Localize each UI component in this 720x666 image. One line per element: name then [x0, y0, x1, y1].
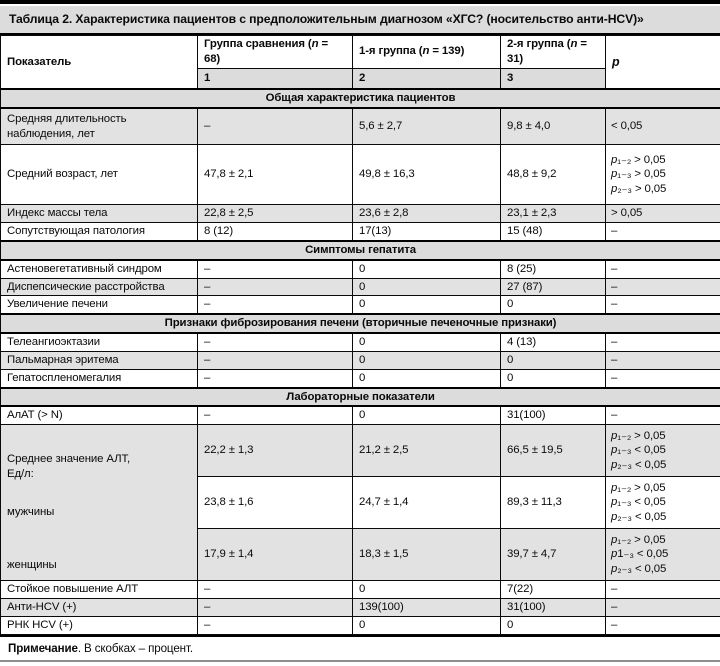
bottom-rule	[0, 660, 720, 662]
cell-comparison-group: –	[198, 599, 353, 617]
table-row	[1, 406, 720, 424]
row-label: АлАТ (> N)	[1, 406, 198, 424]
cell-group-1: 0	[353, 369, 501, 387]
table-row	[1, 599, 720, 617]
cell-group-2: 66,5 ± 19,5	[501, 425, 606, 477]
table-row	[1, 616, 720, 634]
cell-comparison-group: –	[198, 333, 353, 351]
row-label: Индекс массы тела	[1, 205, 198, 223]
cell-comparison-group: 22,2 ± 1,3	[198, 425, 353, 477]
cell-group-1: 23,6 ± 2,8	[353, 205, 501, 223]
table-row	[1, 333, 720, 351]
footnote-bold: Примечание	[8, 641, 78, 655]
table-row-alt-mean	[1, 425, 720, 477]
n-variable: n	[570, 37, 578, 50]
cell-comparison-group: –	[198, 278, 353, 296]
cell-comparison-group: 47,8 ± 2,1	[198, 145, 353, 205]
table-row	[1, 145, 720, 205]
p-value-line: p₁₋₃ > 0,05	[611, 168, 666, 181]
cell-comparison-group: –	[198, 406, 353, 424]
cell-group-1: 0	[353, 351, 501, 369]
cell-comparison-group: –	[198, 369, 353, 387]
cell-p	[606, 425, 720, 477]
p-value-line: p₁₋₂ > 0,05	[611, 533, 666, 546]
section-row	[1, 89, 720, 108]
cell-p: –	[606, 260, 720, 278]
section-title: Лабораторные показатели	[1, 388, 720, 407]
cell-group-1: 24,7 ± 1,4	[353, 477, 501, 529]
cell-p: –	[606, 223, 720, 241]
cell-group-1: 18,3 ± 1,5	[353, 529, 501, 581]
alt-female-label: женщины	[7, 558, 57, 571]
cell-p: –	[606, 296, 720, 314]
row-label: Анти-HCV (+)	[1, 599, 198, 617]
table-row	[1, 369, 720, 387]
p-value-line: p₂₋₃ < 0,05	[611, 459, 667, 472]
cell-group-2: 9,8 ± 4,0	[501, 108, 606, 145]
col-header-group-1	[353, 35, 501, 68]
n-variable: n	[311, 37, 319, 50]
cell-comparison-group: –	[198, 581, 353, 599]
cell-group-2: 0	[501, 369, 606, 387]
cell-p: < 0,05	[606, 108, 720, 145]
col-header-group-2	[501, 35, 606, 68]
col-header-text: = 68)	[204, 37, 329, 65]
table-row	[1, 278, 720, 296]
row-label: Средний возраст, лет	[1, 145, 198, 205]
p-value-line: p₁₋₂ > 0,05	[611, 429, 666, 442]
cell-comparison-group: –	[198, 260, 353, 278]
p-value-line: p₁₋₃ < 0,05	[611, 444, 666, 457]
cell-comparison-group: –	[198, 351, 353, 369]
table-row	[1, 223, 720, 241]
cell-p	[606, 529, 720, 581]
p-value-line: p₂₋₃ < 0,05	[611, 511, 667, 524]
section-row	[1, 388, 720, 407]
cell-group-2: 8 (25)	[501, 260, 606, 278]
cell-group-2: 89,3 ± 11,3	[501, 477, 606, 529]
cell-comparison-group: –	[198, 108, 353, 145]
cell-p	[606, 145, 720, 205]
row-label: Телеангиоэктазии	[1, 333, 198, 351]
cell-p: –	[606, 616, 720, 634]
cell-group-1: 0	[353, 278, 501, 296]
cell-group-2: 4 (13)	[501, 333, 606, 351]
cell-group-1: 0	[353, 581, 501, 599]
cell-p: –	[606, 581, 720, 599]
row-label: РНК HCV (+)	[1, 616, 198, 634]
row-label: Средняя длительность наблюдения, лет	[1, 108, 198, 145]
cell-comparison-group: 23,8 ± 1,6	[198, 477, 353, 529]
cell-group-1: 49,8 ± 16,3	[353, 145, 501, 205]
cell-group-2: 31(100)	[501, 406, 606, 424]
patients-table	[0, 35, 720, 635]
col-header-text: 2-я группа (	[507, 37, 571, 50]
row-label: Гепатоспленомегалия	[1, 369, 198, 387]
p-value-line: p₂₋₃ > 0,05	[611, 183, 667, 196]
table-row	[1, 296, 720, 314]
cell-group-1: 17(13)	[353, 223, 501, 241]
cell-group-1: 0	[353, 616, 501, 634]
table-row	[1, 351, 720, 369]
cell-p	[606, 477, 720, 529]
table-row	[1, 581, 720, 599]
section-title: Общая характеристика пациентов	[1, 89, 720, 108]
column-number-1: 1	[198, 68, 353, 89]
cell-group-2: 23,1 ± 2,3	[501, 205, 606, 223]
p-value-line: p₂₋₃ < 0,05	[611, 563, 667, 576]
section-row	[1, 241, 720, 260]
cell-group-2: 31(100)	[501, 599, 606, 617]
cell-comparison-group: 17,9 ± 1,4	[198, 529, 353, 581]
p-value-line: p₁₋₃ < 0,05	[611, 496, 666, 509]
cell-group-1: 0	[353, 296, 501, 314]
cell-p: –	[606, 278, 720, 296]
row-label: Астеновегетативный синдром	[1, 260, 198, 278]
cell-group-1: 0	[353, 406, 501, 424]
p-value-line: p₁₋₂ > 0,05	[611, 153, 666, 166]
col-header-text: = 139)	[429, 45, 465, 58]
row-label: Сопутствующая патология	[1, 223, 198, 241]
cell-comparison-group: –	[198, 616, 353, 634]
table-row	[1, 205, 720, 223]
cell-group-1: 0	[353, 260, 501, 278]
column-number-2: 2	[353, 68, 501, 89]
table-title: Таблица 2. Характеристика пациентов с предположительным диагнозом «ХГС? (носительство анти-HCV)»	[0, 6, 720, 35]
p-value-line: p₁₋₂ > 0,05	[611, 481, 666, 494]
cell-p: –	[606, 406, 720, 424]
cell-p: –	[606, 369, 720, 387]
cell-p: –	[606, 333, 720, 351]
cell-group-1: 139(100)	[353, 599, 501, 617]
column-number-3: 3	[501, 68, 606, 89]
row-label: Пальмарная эритема	[1, 351, 198, 369]
section-title: Симптомы гепатита	[1, 241, 720, 260]
n-variable: n	[422, 45, 430, 58]
cell-comparison-group: –	[198, 296, 353, 314]
alt-group-label: Среднее значение АЛТ, Ед/л:	[7, 453, 131, 481]
cell-group-2: 39,7 ± 4,7	[501, 529, 606, 581]
cell-group-1: 5,6 ± 2,7	[353, 108, 501, 145]
section-title: Признаки фиброзирования печени (вторичные печеночные признаки)	[1, 314, 720, 333]
row-label: Увеличение печени	[1, 296, 198, 314]
col-header-comparison-group	[198, 35, 353, 68]
table-row	[1, 260, 720, 278]
cell-p: > 0,05	[606, 205, 720, 223]
row-label-alt-group	[1, 425, 198, 581]
cell-group-2: 48,8 ± 9,2	[501, 145, 606, 205]
col-header-p	[606, 35, 720, 89]
cell-group-2: 15 (48)	[501, 223, 606, 241]
header-row	[1, 35, 720, 68]
col-header-text: = 31)	[507, 37, 587, 65]
section-row	[1, 314, 720, 333]
alt-male-label: мужчины	[7, 505, 55, 518]
cell-group-2: 0	[501, 351, 606, 369]
cell-comparison-group: 22,8 ± 2,5	[198, 205, 353, 223]
col-header-text: Группа сравнения (	[204, 37, 312, 50]
p-variable: p	[612, 54, 620, 69]
row-label: Стойкое повышение АЛТ	[1, 581, 198, 599]
table-row	[1, 108, 720, 145]
cell-p: –	[606, 599, 720, 617]
cell-group-1: 0	[353, 333, 501, 351]
footnote-text: . В скобках – процент.	[77, 641, 193, 655]
cell-group-1: 21,2 ± 2,5	[353, 425, 501, 477]
cell-group-2: 0	[501, 296, 606, 314]
col-header-text: 1-я группа (	[359, 45, 423, 58]
cell-group-2: 27 (87)	[501, 278, 606, 296]
col-header-indicator: Показатель	[1, 35, 198, 89]
table-footnote	[0, 635, 720, 660]
cell-p: –	[606, 351, 720, 369]
cell-comparison-group: 8 (12)	[198, 223, 353, 241]
p-value-line: p1₋₃ < 0,05	[611, 548, 669, 561]
row-label: Диспепсические расстройства	[1, 278, 198, 296]
cell-group-2: 7(22)	[501, 581, 606, 599]
top-rule	[0, 0, 720, 4]
cell-group-2: 0	[501, 616, 606, 634]
